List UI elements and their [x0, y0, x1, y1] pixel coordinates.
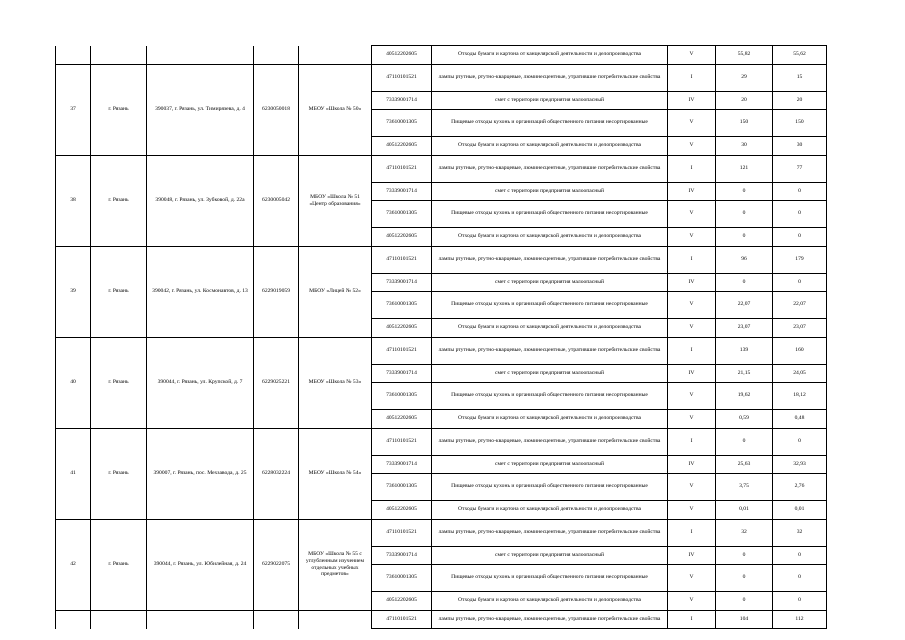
- amount-2: 0,01: [773, 500, 827, 519]
- waste-name: Отходы бумаги и картона от канцелярской деятельности и делопроизводства: [432, 46, 668, 65]
- waste-name: смет с территории предприятия малоопасный: [432, 455, 668, 473]
- amount-1: 22,07: [716, 291, 773, 318]
- amount-2: 0,48: [773, 409, 827, 428]
- amount-1: 0: [716, 200, 773, 227]
- waste-code: 73339001714: [372, 455, 432, 473]
- amount-1: 3,75: [716, 473, 773, 500]
- waste-name: Отходы бумаги и картона от канцелярской деятельности и делопроизводства: [432, 591, 668, 610]
- hazard-class: I: [668, 155, 716, 182]
- table-row: [56, 428, 827, 455]
- amount-2: 30: [773, 136, 827, 155]
- waste-code: 73339001714: [372, 91, 432, 109]
- waste-name: лампы ртутные, ртутно-кварцевые, люминесцентные, утратившие потребительские свойства: [432, 246, 668, 273]
- amount-2: 20: [773, 91, 827, 109]
- amount-2: 22,07: [773, 291, 827, 318]
- hazard-class: IV: [668, 182, 716, 200]
- address: 390044, г. Рязань, ул. Юбилейная, д. 24: [147, 519, 254, 610]
- amount-2: 0: [773, 546, 827, 564]
- city: г. Рязань: [91, 155, 147, 246]
- amount-2: 179: [773, 246, 827, 273]
- waste-name: Пищевые отходы кухонь и организаций общественного питания несортированные: [432, 382, 668, 409]
- waste-name: лампы ртутные, ртутно-кварцевые, люминесцентные, утратившие потребительские свойства: [432, 155, 668, 182]
- hazard-class: V: [668, 200, 716, 227]
- amount-2: 0: [773, 591, 827, 610]
- waste-code: 40512202605: [372, 46, 432, 65]
- amount-1: 19,62: [716, 382, 773, 409]
- waste-name: лампы ртутные, ртутно-кварцевые, люминесцентные, утратившие потребительские свойства: [432, 64, 668, 91]
- waste-code: 73610001305: [372, 473, 432, 500]
- waste-name: лампы ртутные, ртутно-кварцевые, люминесцентные, утратившие потребительские свойства: [432, 519, 668, 546]
- amount-2: 32,93: [773, 455, 827, 473]
- row-number: 37: [56, 64, 91, 155]
- waste-name: Отходы бумаги и картона от канцелярской деятельности и делопроизводства: [432, 318, 668, 337]
- waste-name: лампы ртутные, ртутно-кварцевые, люминесцентные, утратившие потребительские свойства: [432, 337, 668, 364]
- amount-1: 121: [716, 155, 773, 182]
- waste-code: 47110101521: [372, 64, 432, 91]
- waste-code: 47110101521: [372, 155, 432, 182]
- amount-1: 20: [716, 91, 773, 109]
- row-number: 41: [56, 428, 91, 519]
- amount-1: 32: [716, 519, 773, 546]
- amount-1: 23,07: [716, 318, 773, 337]
- waste-code: 73610001305: [372, 382, 432, 409]
- inn: 6229022075: [254, 519, 299, 610]
- hazard-class: V: [668, 136, 716, 155]
- waste-code: 47110101521: [372, 337, 432, 364]
- amount-1: 0,01: [716, 500, 773, 519]
- waste-name: Отходы бумаги и картона от канцелярской деятельности и делопроизводства: [432, 136, 668, 155]
- hazard-class: V: [668, 291, 716, 318]
- city: г. Рязань: [91, 246, 147, 337]
- institution-name: МБОУ «Школа № 53»: [299, 337, 372, 428]
- row-number: 40: [56, 337, 91, 428]
- amount-2: 23,07: [773, 318, 827, 337]
- waste-code: 73610001305: [372, 109, 432, 136]
- inn: 6228032224: [254, 428, 299, 519]
- waste-name: смет с территории предприятия малоопасный: [432, 546, 668, 564]
- waste-code: 40512202605: [372, 318, 432, 337]
- amount-1: 0: [716, 591, 773, 610]
- hazard-class: V: [668, 382, 716, 409]
- row-number: 38: [56, 155, 91, 246]
- amount-2: 15: [773, 64, 827, 91]
- amount-2: 160: [773, 337, 827, 364]
- table-row: [56, 337, 827, 364]
- address: 390042, г. Рязань, ул. Космонавтов, д. 13: [147, 246, 254, 337]
- hazard-class: I: [668, 428, 716, 455]
- waste-code: 73610001305: [372, 291, 432, 318]
- hazard-class: I: [668, 610, 716, 629]
- amount-1: 0: [716, 182, 773, 200]
- amount-1: 29: [716, 64, 773, 91]
- amount-2: 0: [773, 227, 827, 246]
- waste-code: 73610001305: [372, 200, 432, 227]
- hazard-class: IV: [668, 91, 716, 109]
- table-row: [56, 610, 827, 629]
- hazard-class: IV: [668, 455, 716, 473]
- amount-1: 0: [716, 227, 773, 246]
- waste-name: смет с территории предприятия малоопасный: [432, 182, 668, 200]
- amount-1: 104: [716, 610, 773, 629]
- city-cell: [91, 610, 147, 629]
- institution-name: МБОУ «Лицей № 52»: [299, 246, 372, 337]
- institution-name: МБОУ «Школа № 55 с углубленным изучением отдельных учебных предметов»: [299, 519, 372, 610]
- hazard-class: V: [668, 318, 716, 337]
- waste-code: 73339001714: [372, 273, 432, 291]
- city: г. Рязань: [91, 519, 147, 610]
- institution-name: МБОУ «Школа № 50»: [299, 64, 372, 155]
- waste-name: лампы ртутные, ртутно-кварцевые, люминесцентные, утратившие потребительские свойства: [432, 428, 668, 455]
- amount-1: 55,82: [716, 46, 773, 65]
- num-cell: [56, 46, 91, 65]
- hazard-class: I: [668, 64, 716, 91]
- row-number: 42: [56, 519, 91, 610]
- table-row: [56, 46, 827, 65]
- amount-2: 24,05: [773, 364, 827, 382]
- city: г. Рязань: [91, 337, 147, 428]
- amount-1: 0: [716, 273, 773, 291]
- amount-2: 0: [773, 200, 827, 227]
- waste-name: Пищевые отходы кухонь и организаций общественного питания несортированные: [432, 200, 668, 227]
- waste-code: 40512202605: [372, 591, 432, 610]
- waste-code: 40512202605: [372, 500, 432, 519]
- waste-name: Отходы бумаги и картона от канцелярской деятельности и делопроизводства: [432, 409, 668, 428]
- amount-1: 96: [716, 246, 773, 273]
- table-row: [56, 155, 827, 182]
- amount-2: 2,76: [773, 473, 827, 500]
- amount-2: 150: [773, 109, 827, 136]
- hazard-class: V: [668, 409, 716, 428]
- amount-1: 139: [716, 337, 773, 364]
- inn: 6230005042: [254, 155, 299, 246]
- address: 390037, г. Рязань, ул. Тимирязева, д. 4: [147, 64, 254, 155]
- waste-name: Отходы бумаги и картона от канцелярской деятельности и делопроизводства: [432, 227, 668, 246]
- amount-2: 18,12: [773, 382, 827, 409]
- hazard-class: V: [668, 591, 716, 610]
- hazard-class: I: [668, 519, 716, 546]
- address: 390048, г. Рязань, ул. Зубковой, д. 22а: [147, 155, 254, 246]
- amount-1: 150: [716, 109, 773, 136]
- address-cell: [147, 46, 254, 65]
- waste-name: Пищевые отходы кухонь и организаций общественного питания несортированные: [432, 291, 668, 318]
- amount-2: 55,62: [773, 46, 827, 65]
- hazard-class: V: [668, 564, 716, 591]
- city-cell: [91, 46, 147, 65]
- name-cell: [299, 46, 372, 65]
- hazard-class: V: [668, 227, 716, 246]
- waste-code: 47110101521: [372, 246, 432, 273]
- row-number: 39: [56, 246, 91, 337]
- amount-2: 0: [773, 428, 827, 455]
- waste-code: 73610001305: [372, 564, 432, 591]
- amount-1: 0: [716, 546, 773, 564]
- address: 390007, г. Рязань, пос. Мехзавода, д. 25: [147, 428, 254, 519]
- hazard-class: V: [668, 473, 716, 500]
- waste-code: 40512202605: [372, 136, 432, 155]
- waste-name: Отходы бумаги и картона от канцелярской деятельности и делопроизводства: [432, 500, 668, 519]
- institution-name: МБОУ «Школа № 54»: [299, 428, 372, 519]
- table-row: [56, 246, 827, 273]
- institution-name: МБОУ «Школа № 51 «Центр образования»: [299, 155, 372, 246]
- inn: 6229019059: [254, 246, 299, 337]
- amount-2: 0: [773, 182, 827, 200]
- inn: 6229025221: [254, 337, 299, 428]
- amount-2: 77: [773, 155, 827, 182]
- hazard-class: IV: [668, 273, 716, 291]
- waste-name: Пищевые отходы кухонь и организаций общественного питания несортированные: [432, 473, 668, 500]
- waste-name: смет с территории предприятия малоопасный: [432, 364, 668, 382]
- address-cell: [147, 610, 254, 629]
- amount-1: 0,59: [716, 409, 773, 428]
- waste-code: 40512202605: [372, 227, 432, 246]
- waste-name: смет с территории предприятия малоопасный: [432, 273, 668, 291]
- waste-code: 47110101521: [372, 519, 432, 546]
- waste-code: 47110101521: [372, 610, 432, 629]
- amount-1: 30: [716, 136, 773, 155]
- waste-code: 73339001714: [372, 364, 432, 382]
- waste-code: 40512202605: [372, 409, 432, 428]
- amount-1: 0: [716, 428, 773, 455]
- hazard-class: V: [668, 46, 716, 65]
- waste-code: 73339001714: [372, 546, 432, 564]
- hazard-class: I: [668, 246, 716, 273]
- inn-cell: [254, 46, 299, 65]
- amount-2: 32: [773, 519, 827, 546]
- amount-1: 21,15: [716, 364, 773, 382]
- address: 390044, г. Рязань, ул. Крупской, д. 7: [147, 337, 254, 428]
- amount-1: 25,63: [716, 455, 773, 473]
- city: г. Рязань: [91, 64, 147, 155]
- hazard-class: V: [668, 109, 716, 136]
- amount-1: 0: [716, 564, 773, 591]
- amount-2: 0: [773, 273, 827, 291]
- table-row: [56, 519, 827, 546]
- amount-2: 112: [773, 610, 827, 629]
- amount-2: 0: [773, 564, 827, 591]
- hazard-class: IV: [668, 364, 716, 382]
- hazard-class: IV: [668, 546, 716, 564]
- name-cell: [299, 610, 372, 629]
- waste-code: 73339001714: [372, 182, 432, 200]
- waste-name: Пищевые отходы кухонь и организаций общественного питания несортированные: [432, 564, 668, 591]
- waste-name: смет с территории предприятия малоопасный: [432, 91, 668, 109]
- inn: 6230050018: [254, 64, 299, 155]
- waste-table: [55, 45, 827, 629]
- table-row: [56, 64, 827, 91]
- waste-name: Пищевые отходы кухонь и организаций общественного питания несортированные: [432, 109, 668, 136]
- num-cell: [56, 610, 91, 629]
- waste-code: 47110101521: [372, 428, 432, 455]
- inn-cell: [254, 610, 299, 629]
- hazard-class: I: [668, 337, 716, 364]
- waste-name: лампы ртутные, ртутно-кварцевые, люминесцентные, утратившие потребительские свойства: [432, 610, 668, 629]
- city: г. Рязань: [91, 428, 147, 519]
- hazard-class: V: [668, 500, 716, 519]
